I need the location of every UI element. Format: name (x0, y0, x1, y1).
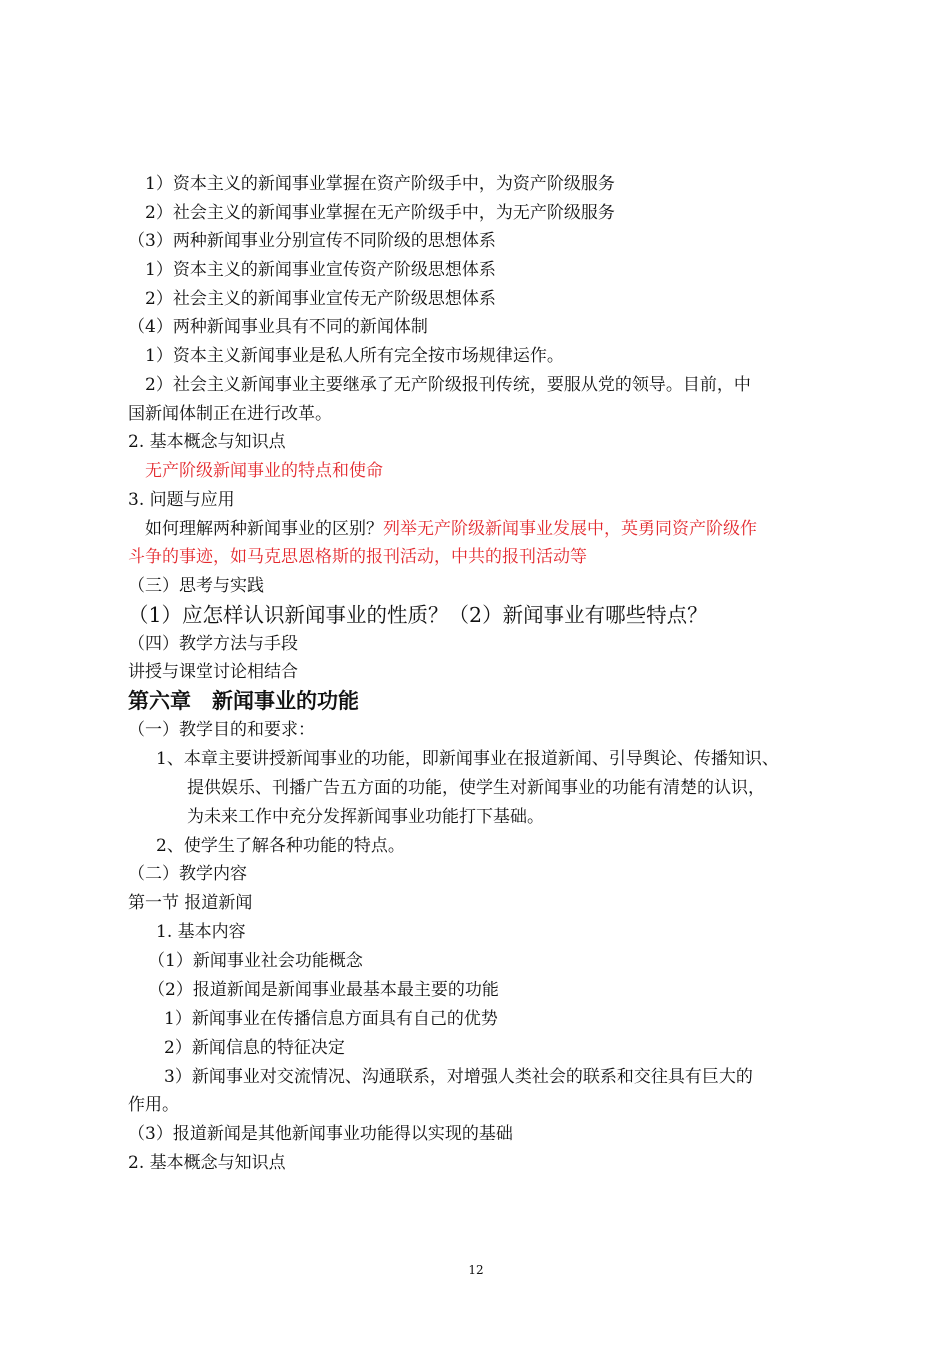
highlighted-text: 列举无产阶级新闻事业发展中，英勇同资产阶级作 (383, 519, 757, 539)
subheading: 2. 基本概念与知识点 (128, 1153, 286, 1173)
text-line: 讲授与课堂讨论相结合 (128, 662, 298, 682)
subheading: 2. 基本概念与知识点 (128, 432, 286, 452)
text-line: 3）新闻事业对交流情况、沟通联系，对增强人类社会的联系和交往具有巨大的 (164, 1067, 753, 1087)
text-line: 2）社会主义新闻事业主要继承了无产阶级报刊传统，要服从党的领导。目前，中 (145, 375, 751, 395)
highlighted-text-line: 斗争的事迹，如马克思恩格斯的报刊活动，中共的报刊活动等 (128, 547, 587, 567)
section-heading: （二）教学内容 (128, 864, 247, 884)
chapter-title: 第六章 新闻事业的功能 (128, 689, 359, 713)
text-line (128, 515, 857, 544)
text-line: （3）两种新闻事业分别宣传不同阶级的思想体系 (128, 231, 496, 251)
list-item-continuation: 提供娱乐、刊播广告五方面的功能，使学生对新闻事业的功能有清楚的认识， (187, 778, 765, 798)
text-line: 1）资本主义的新闻事业掌握在资产阶级手中，为资产阶级服务 (145, 174, 615, 194)
list-item: 2、使学生了解各种功能的特点。 (156, 836, 405, 856)
list-item-continuation: 为未来工作中充分发挥新闻事业功能打下基础。 (187, 807, 544, 827)
text-line: 1）资本主义的新闻事业宣传资产阶级思想体系 (145, 260, 496, 280)
page-number: 12 (468, 1263, 484, 1277)
text-line: 国新闻体制正在进行改革。 (128, 404, 332, 424)
text-line: 2）新闻信息的特征决定 (164, 1038, 345, 1058)
text-line: 作用。 (128, 1095, 179, 1115)
text-line: 2）社会主义的新闻事业掌握在无产阶级手中，为无产阶级服务 (145, 203, 615, 223)
text-line: 1）新闻事业在传播信息方面具有自己的优势 (164, 1009, 498, 1029)
section-heading: （三）思考与实践 (128, 576, 264, 596)
text-line: （1）新闻事业社会功能概念 (148, 951, 363, 971)
text-line: （1）应怎样认识新闻事业的性质？（2）新闻事业有哪些特点？ (128, 603, 708, 627)
text-line: 1）资本主义新闻事业是私人所有完全按市场规律运作。 (145, 346, 564, 366)
text-line: （4）两种新闻事业具有不同的新闻体制 (128, 317, 428, 337)
subheading: 3. 问题与应用 (128, 490, 235, 510)
text-line: 2）社会主义的新闻事业宣传无产阶级思想体系 (145, 289, 496, 309)
highlighted-text-line: 无产阶级新闻事业的特点和使命 (145, 461, 383, 481)
text-line: （2）报道新闻是新闻事业最基本最主要的功能 (148, 980, 499, 1000)
text-line: （3）报道新闻是其他新闻事业功能得以实现的基础 (128, 1124, 513, 1144)
section-heading: （一）教学目的和要求： (128, 720, 315, 740)
question-text: 如何理解两种新闻事业的区别？ (145, 519, 383, 539)
subheading: 1. 基本内容 (156, 922, 246, 942)
section-heading: （四）教学方法与手段 (128, 634, 298, 654)
section-heading: 第一节 报道新闻 (128, 893, 253, 913)
list-item: 1、本章主要讲授新闻事业的功能，即新闻事业在报道新闻、引导舆论、传播知识、 (156, 749, 779, 769)
